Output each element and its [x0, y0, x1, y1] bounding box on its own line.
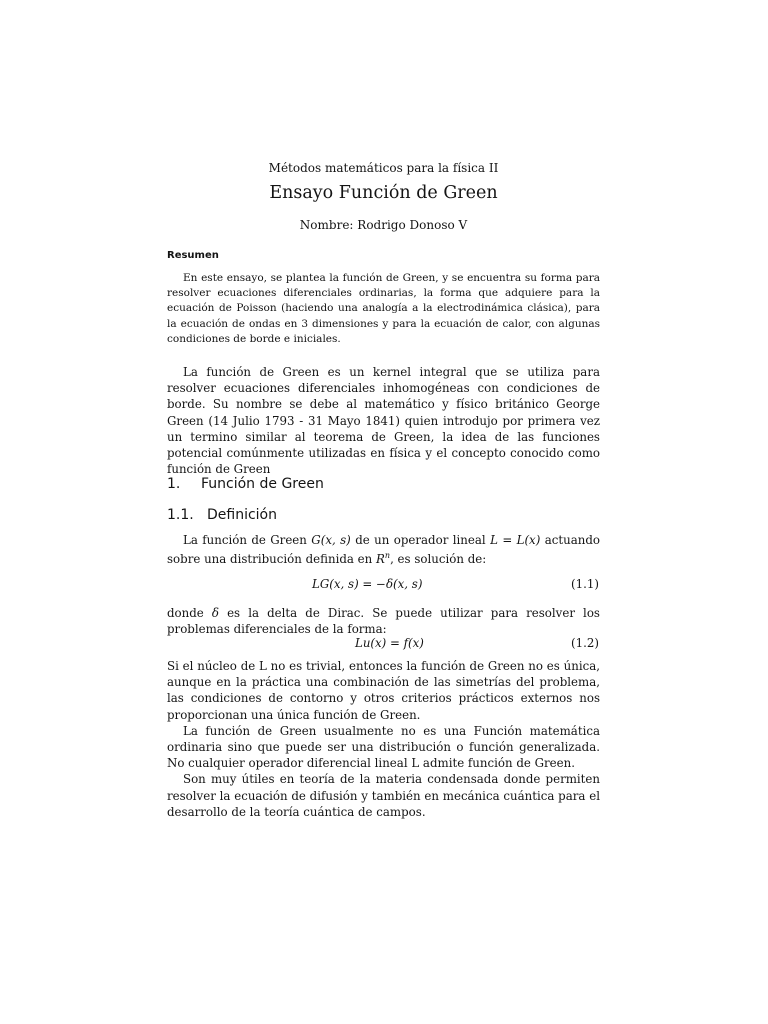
paper-title: Ensayo Función de Green: [269, 183, 498, 203]
paragraph-kernel: Si el núcleo de L no es trivial, entonces la función de Green no es única, aunque en la práctica una combinación de las simetrías del problema, las condiciones de contorno y otros criterios prácticos externos nos proporcionan una única función de Green.: [167, 659, 600, 722]
author-line: Nombre: Rodrigo Donoso V: [299, 218, 468, 232]
math-inline: L = L(x): [490, 533, 541, 547]
text-run: actuando sobre una distribución definida en: [167, 533, 600, 567]
abstract-heading: Resumen: [167, 250, 219, 261]
math-inline: δ: [211, 606, 219, 620]
text-run: , es solución de:: [390, 552, 487, 567]
text-run: es la delta de Dirac. Se puede utilizar para resolver los problemas diferenciales de la forma:: [167, 606, 600, 637]
subsection-number: 1.1.: [167, 507, 194, 523]
math-inline: G(x, s): [311, 533, 351, 547]
section-number: 1.: [167, 476, 181, 492]
text-run: donde: [167, 606, 212, 620]
paragraph-applications: Son muy útiles en teoría de la materia condensada donde permiten resolver la ecuación de difusión y también en mecánica cuántica para el desarrollo de la teoría cuántica de campos.: [167, 772, 600, 819]
text-run: de un operador lineal: [350, 533, 491, 547]
definition-paragraph: [167, 532, 600, 567]
equation-2: Lu(x) = f(x): [355, 636, 424, 650]
equation-1-number: (1.1): [571, 577, 599, 591]
subsection-title: Definición: [207, 507, 277, 523]
abstract-text: En este ensayo, se plantea la función de Green, y se encuentra su forma para resolver ecuaciones diferenciales ordinarias, la forma que adquiere para la ecuación de Poisson (haciendo una analogía a la electrodinámica clásica), para la ecuación de ondas en 3 dimensiones y para la ecuación de calor, con algunas condiciones de borde e iniciales.: [167, 272, 600, 345]
course-name: Métodos matemáticos para la física II: [268, 161, 499, 175]
equation-2-number: (1.2): [571, 636, 599, 650]
text-run: La función de Green: [183, 533, 312, 547]
math-superscript: n: [384, 551, 391, 561]
section-heading: [167, 476, 600, 492]
math-inline: R: [376, 552, 385, 567]
subsection-heading: [167, 507, 600, 523]
body-paragraphs: [167, 658, 600, 820]
dirac-paragraph: [167, 605, 600, 637]
paragraph-distribution: La función de Green usualmente no es una Función matemática ordinaria sino que puede ser una distribución o función generalizada. No cualquier operador diferencial lineal L admite función de Green.: [167, 723, 600, 771]
equation-1: LG(x, s) = −δ(x, s): [312, 577, 423, 591]
section-title: Función de Green: [201, 476, 324, 492]
intro-paragraph: La función de Green es un kernel integral que se utiliza para resolver ecuaciones diferenciales inhomogéneas con condiciones de borde. Su nombre se debe al matemático y físico británico George Green (14 Julio 1793 - 31 Mayo 1841) quien introdujo por primera vez un termino similar al teorema de Green, la idea de las funciones potencial comúnmente utilizadas en física y el concepto conocido como función de Green: [167, 365, 600, 477]
